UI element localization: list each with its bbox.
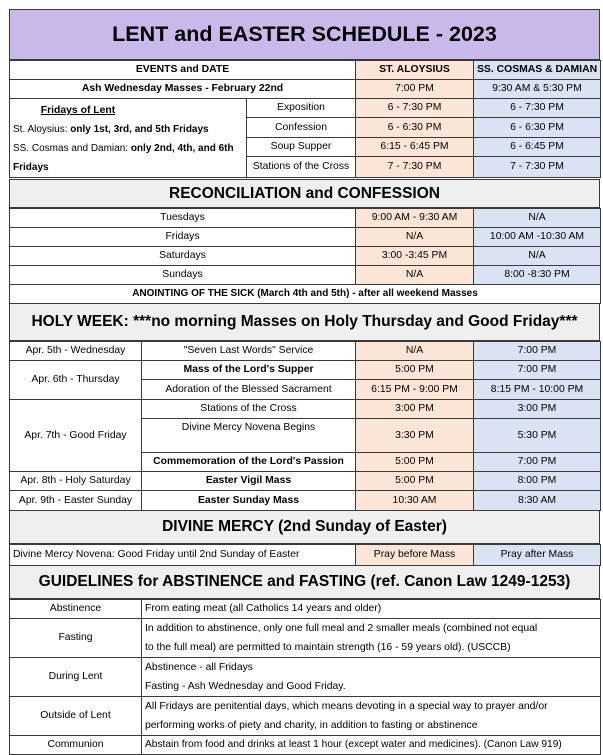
table-row: [10, 80, 601, 99]
ash-aloysius-time: 7:00 PM: [356, 80, 474, 99]
confession-day: Saturdays: [10, 247, 356, 266]
section-title-divine-mercy: [9, 510, 600, 544]
fasting-line-2: to the full meal) are permitted to maintain strength (16 - 59 years old). (USCCB): [145, 642, 511, 653]
table-row: [10, 247, 601, 266]
table-row: [10, 342, 601, 361]
guideline-label: Fasting: [10, 619, 142, 658]
confession-cosmas-time: N/A: [474, 247, 601, 266]
divine-mercy-aloysius: Pray before Mass: [356, 545, 474, 566]
cosmas-note-prefix: SS. Cosmas and Damian:: [13, 143, 131, 154]
lent-schedule-table: [9, 60, 601, 178]
guideline-label: Communion: [10, 736, 142, 755]
table-row: [10, 472, 601, 491]
friday-aloysius-time: 7 - 7:30 PM: [356, 157, 474, 178]
fridays-of-lent-note: [10, 99, 247, 178]
table-row: [10, 697, 601, 736]
holy-week-aloysius-time: 6:15 PM - 9:00 PM: [356, 380, 474, 400]
aloysius-fridays-note: [13, 120, 243, 139]
holy-week-aloysius-time: N/A: [356, 342, 474, 361]
confession-cosmas-time: N/A: [474, 209, 601, 228]
section-title-holy-week: [9, 303, 600, 341]
fridays-of-lent-title: Fridays of Lent: [40, 105, 116, 116]
table-row: [10, 658, 601, 697]
table-header-row: [10, 61, 601, 80]
friday-event: Confession: [247, 118, 356, 137]
page-title: [9, 9, 600, 60]
ash-cosmas-time: 9:30 AM & 5:30 PM: [474, 80, 601, 99]
confession-day: Tuesdays: [10, 209, 356, 228]
table-row: [10, 491, 601, 511]
header-events: EVENTS and DATE: [10, 61, 356, 80]
guideline-text: [142, 619, 601, 658]
friday-aloysius-time: 6 - 7:30 PM: [356, 99, 474, 118]
during-lent-line-1: Abstinence - all Fridays: [145, 662, 253, 673]
holy-week-cosmas-time: 8:15 PM - 10:00 PM: [474, 380, 601, 400]
guideline-text: [142, 658, 601, 697]
holy-week-date: Apr. 8th - Holy Saturday: [10, 472, 142, 491]
divine-mercy-label: Divine Mercy Novena: Good Friday until 2nd Sunday of Easter: [10, 545, 356, 566]
holy-week-date: Apr. 6th - Thursday: [10, 361, 142, 400]
holy-week-table: [9, 341, 601, 511]
divine-mercy-cosmas: Pray after Mass: [474, 545, 601, 566]
holy-week-event: Mass of the Lord's Supper: [142, 361, 356, 380]
holy-week-cosmas-time: 7:00 PM: [474, 453, 601, 472]
friday-event: Exposition: [247, 99, 356, 118]
friday-cosmas-time: 7 - 7:30 PM: [474, 157, 601, 178]
outside-lent-line-1: All Fridays are penitential days, which means devoting in a special way to prayer and/or: [145, 701, 548, 712]
guidelines-table: [9, 599, 601, 755]
table-row: [10, 266, 601, 285]
holy-week-cosmas-time: 7:00 PM: [474, 342, 601, 361]
confession-aloysius-time: 3:00 -3:45 PM: [356, 247, 474, 266]
cosmas-note-bold: only 2nd, 4th, and 6th: [130, 143, 234, 154]
reconciliation-table: [9, 208, 601, 304]
holy-week-event: Easter Vigil Mass: [142, 472, 356, 491]
holy-week-event: Divine Mercy Novena Begins: [142, 419, 356, 453]
holy-week-title-text: HOLY WEEK: ***no morning Masses on Holy Thursday and Good Friday***: [31, 313, 578, 330]
holy-week-cosmas-time: 8:00 PM: [474, 472, 601, 491]
holy-week-event: Easter Sunday Mass: [142, 491, 356, 511]
confession-cosmas-time: 10:00 AM -10:30 AM: [474, 228, 601, 247]
anointing-of-sick-note: ANOINTING OF THE SICK (March 4th and 5th) - after all weekend Masses: [10, 285, 601, 304]
holy-week-event: Commemoration of the Lord's Passion: [142, 453, 356, 472]
section-title-guidelines: [9, 565, 600, 599]
holy-week-event: "Seven Last Words" Service: [142, 342, 356, 361]
fasting-line-1: In addition to abstinence, only one full meal and 2 smaller meals (combined not equal: [145, 623, 538, 634]
divine-mercy-title-text: DIVINE MERCY (2nd Sunday of Easter): [162, 518, 447, 535]
holy-week-event: Adoration of the Blessed Sacrament: [142, 380, 356, 400]
friday-event: Soup Supper: [247, 137, 356, 156]
table-row: [10, 228, 601, 247]
confession-day: Sundays: [10, 266, 356, 285]
holy-week-cosmas-time: 5:30 PM: [474, 419, 601, 453]
guideline-label: Abstinence: [10, 600, 142, 619]
holy-week-cosmas-time: 3:00 PM: [474, 400, 601, 419]
table-row: [10, 209, 601, 228]
friday-aloysius-time: 6:15 - 6:45 PM: [356, 137, 474, 156]
guideline-text: Abstain from food and drinks at least 1 hour (except water and medicines). (Canon Law 919): [142, 736, 601, 755]
table-row: [10, 400, 601, 419]
holy-week-aloysius-time: 5:00 PM: [356, 453, 474, 472]
holy-week-aloysius-time: 10:30 AM: [356, 491, 474, 511]
holy-week-date: Apr. 5th - Wednesday: [10, 342, 142, 361]
during-lent-line-2: Fasting - Ash Wednesday and Good Friday.: [145, 681, 346, 692]
friday-aloysius-time: 6 - 6:30 PM: [356, 118, 474, 137]
header-ss-cosmas-damian: SS. COSMAS & DAMIAN: [474, 61, 601, 80]
aloysius-note-bold: only 1st, 3rd, and 5th Fridays: [70, 124, 209, 135]
holy-week-aloysius-time: 5:00 PM: [356, 472, 474, 491]
aloysius-note-prefix: St. Aloysius:: [13, 124, 71, 135]
confession-cosmas-time: 8:00 -8:30 PM: [474, 266, 601, 285]
cosmas-fridays-note: [13, 139, 243, 158]
table-row: [10, 361, 601, 380]
table-row: [10, 99, 601, 118]
holy-week-date: Apr. 7th - Good Friday: [10, 400, 142, 472]
holy-week-cosmas-time: 8:30 AM: [474, 491, 601, 511]
section-title-reconciliation: [9, 179, 600, 208]
divine-mercy-table: [9, 544, 601, 566]
confession-aloysius-time: N/A: [356, 266, 474, 285]
confession-aloysius-time: N/A: [356, 228, 474, 247]
cosmas-note-line2: Fridays: [13, 162, 49, 173]
page-title-text: LENT and EASTER SCHEDULE - 2023: [112, 22, 497, 46]
table-row: [10, 600, 601, 619]
guideline-label: Outside of Lent: [10, 697, 142, 736]
friday-cosmas-time: 6 - 6:30 PM: [474, 118, 601, 137]
table-row: [10, 545, 601, 566]
guideline-text: [142, 697, 601, 736]
holy-week-aloysius-time: 3:00 PM: [356, 400, 474, 419]
friday-cosmas-time: 6 - 7:30 PM: [474, 99, 601, 118]
ash-wednesday-label: Ash Wednesday Masses - February 22nd: [10, 80, 356, 99]
confession-day: Fridays: [10, 228, 356, 247]
guideline-text: From eating meat (all Catholics 14 years and older): [142, 600, 601, 619]
confession-aloysius-time: 9:00 AM - 9:30 AM: [356, 209, 474, 228]
outside-lent-line-2: performing works of piety and charity, in addition to fasting or abstinence: [145, 720, 478, 731]
friday-event: Stations of the Cross: [247, 157, 356, 178]
table-row: [10, 736, 601, 755]
table-row: [10, 619, 601, 658]
guideline-label: During Lent: [10, 658, 142, 697]
guidelines-title-text: GUIDELINES for ABSTINENCE and FASTING (ref. Canon Law 1249-1253): [38, 573, 571, 590]
holy-week-cosmas-time: 7:00 PM: [474, 361, 601, 380]
friday-cosmas-time: 6 - 6:45 PM: [474, 137, 601, 156]
table-row: [10, 285, 601, 304]
header-st-aloysius: ST. ALOYSIUS: [356, 61, 474, 80]
holy-week-event: Stations of the Cross: [142, 400, 356, 419]
holy-week-date: Apr. 9th - Easter Sunday: [10, 491, 142, 511]
holy-week-aloysius-time: 5:00 PM: [356, 361, 474, 380]
reconciliation-title-text: RECONCILIATION and CONFESSION: [169, 184, 440, 202]
holy-week-aloysius-time: 3:30 PM: [356, 419, 474, 453]
